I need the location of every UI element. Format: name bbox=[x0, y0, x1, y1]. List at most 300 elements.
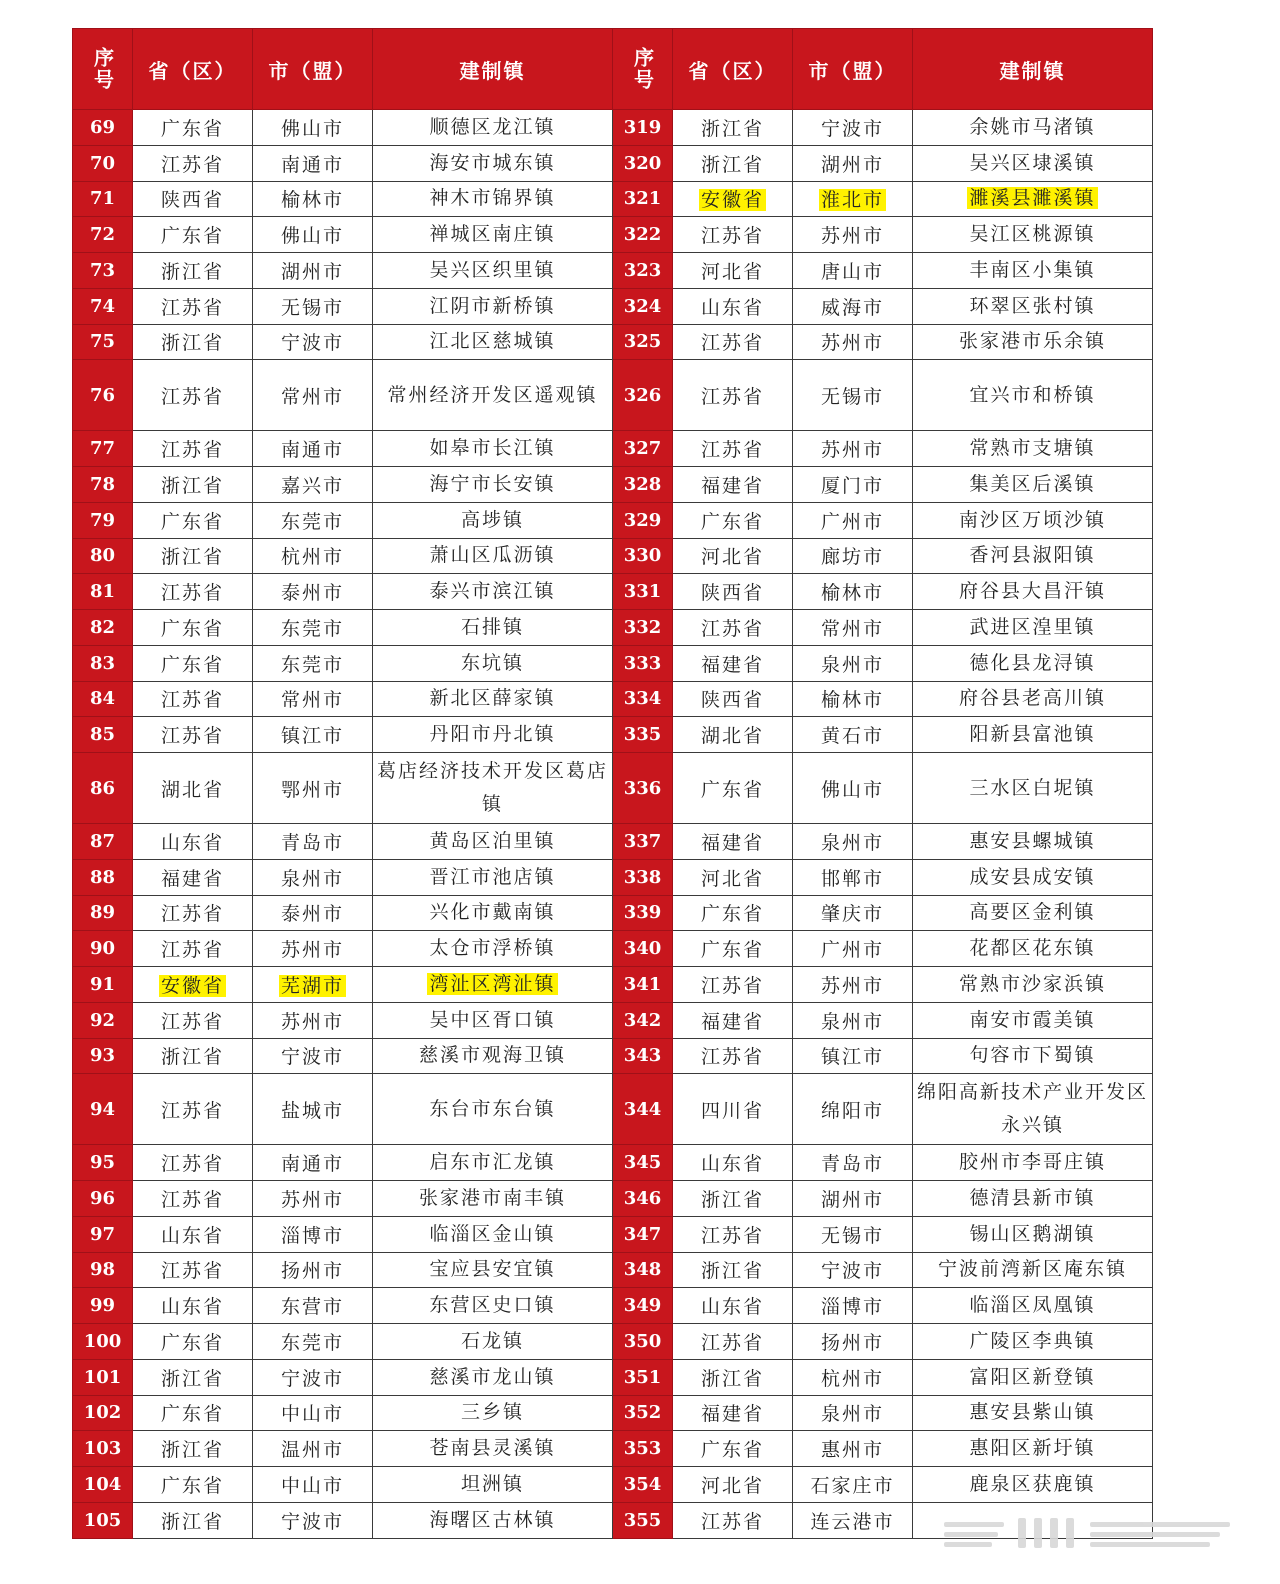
town-list-table bbox=[72, 28, 1153, 1539]
cell-city-right: 苏州市 bbox=[793, 324, 913, 360]
cell-no-right: 324 bbox=[613, 288, 673, 324]
cell-city-right bbox=[793, 181, 913, 217]
cell-no-right: 338 bbox=[613, 859, 673, 895]
cell-town-left: 兴化市戴南镇 bbox=[373, 895, 613, 931]
table-row bbox=[73, 1074, 1153, 1145]
cell-town-right: 绵阳高新技术产业开发区永兴镇 bbox=[913, 1074, 1153, 1145]
cell-province-right: 湖北省 bbox=[673, 717, 793, 753]
cell-no-right: 336 bbox=[613, 753, 673, 824]
cell-city-right: 绵阳市 bbox=[793, 1074, 913, 1145]
cell-province-left: 浙江省 bbox=[133, 1502, 253, 1538]
table-row bbox=[73, 1181, 1153, 1217]
cell-town-right: 常熟市支塘镇 bbox=[913, 431, 1153, 467]
cell-province-right: 江苏省 bbox=[673, 1502, 793, 1538]
table-row bbox=[73, 1395, 1153, 1431]
cell-province-right: 江苏省 bbox=[673, 967, 793, 1003]
cell-town-right: 富阳区新登镇 bbox=[913, 1359, 1153, 1395]
cell-town-left: 江北区慈城镇 bbox=[373, 324, 613, 360]
cell-city-right: 淄博市 bbox=[793, 1288, 913, 1324]
cell-city-left bbox=[253, 967, 373, 1003]
table-row bbox=[73, 253, 1153, 289]
cell-province-left: 山东省 bbox=[133, 1216, 253, 1252]
cell-town-left: 江阴市新桥镇 bbox=[373, 288, 613, 324]
cell-province-left: 江苏省 bbox=[133, 431, 253, 467]
cell-no-right: 323 bbox=[613, 253, 673, 289]
cell-no-right: 330 bbox=[613, 538, 673, 574]
cell-no-right: 351 bbox=[613, 1359, 673, 1395]
cell-no-right: 332 bbox=[613, 610, 673, 646]
cell-town-left: 海宁市长安镇 bbox=[373, 467, 613, 503]
table-row bbox=[73, 1216, 1153, 1252]
cell-city-left: 湖州市 bbox=[253, 253, 373, 289]
cell-town-left: 萧山区瓜沥镇 bbox=[373, 538, 613, 574]
table-row bbox=[73, 859, 1153, 895]
cell-city-left: 东莞市 bbox=[253, 502, 373, 538]
table-row bbox=[73, 538, 1153, 574]
cell-city-right: 无锡市 bbox=[793, 360, 913, 431]
cell-city-right: 湖州市 bbox=[793, 145, 913, 181]
cell-province-right: 江苏省 bbox=[673, 360, 793, 431]
table-row bbox=[73, 145, 1153, 181]
cell-province-left: 浙江省 bbox=[133, 324, 253, 360]
cell-town-left: 丹阳市丹北镇 bbox=[373, 717, 613, 753]
cell-city-left: 无锡市 bbox=[253, 288, 373, 324]
cell-province-left: 江苏省 bbox=[133, 931, 253, 967]
cell-no-right: 319 bbox=[613, 110, 673, 146]
cell-town-left: 苍南县灵溪镇 bbox=[373, 1431, 613, 1467]
cell-no-left: 96 bbox=[73, 1181, 133, 1217]
cell-province-left: 江苏省 bbox=[133, 1145, 253, 1181]
cell-no-right: 335 bbox=[613, 717, 673, 753]
cell-province-right: 浙江省 bbox=[673, 1252, 793, 1288]
cell-city-left: 常州市 bbox=[253, 681, 373, 717]
cell-no-left: 82 bbox=[73, 610, 133, 646]
cell-no-right: 346 bbox=[613, 1181, 673, 1217]
cell-city-left: 宁波市 bbox=[253, 1038, 373, 1074]
cell-city-left: 苏州市 bbox=[253, 1181, 373, 1217]
cell-city-right: 连云港市 bbox=[793, 1502, 913, 1538]
cell-no-left: 92 bbox=[73, 1002, 133, 1038]
cell-no-left: 102 bbox=[73, 1395, 133, 1431]
cell-province-left: 山东省 bbox=[133, 824, 253, 860]
cell-no-left: 76 bbox=[73, 360, 133, 431]
table-header-row bbox=[73, 29, 1153, 110]
cell-province-right: 福建省 bbox=[673, 824, 793, 860]
cell-no-right: 354 bbox=[613, 1467, 673, 1503]
cell-city-left: 泉州市 bbox=[253, 859, 373, 895]
cell-no-left: 103 bbox=[73, 1431, 133, 1467]
table-row bbox=[73, 610, 1153, 646]
cell-no-right: 352 bbox=[613, 1395, 673, 1431]
cell-province-left: 山东省 bbox=[133, 1288, 253, 1324]
cell-city-left: 宁波市 bbox=[253, 1359, 373, 1395]
cell-town-left: 海安市城东镇 bbox=[373, 145, 613, 181]
cell-province-right: 四川省 bbox=[673, 1074, 793, 1145]
cell-no-left: 78 bbox=[73, 467, 133, 503]
cell-province-right: 浙江省 bbox=[673, 1359, 793, 1395]
cell-city-right: 宁波市 bbox=[793, 110, 913, 146]
cell-province-right: 山东省 bbox=[673, 288, 793, 324]
table-row bbox=[73, 1467, 1153, 1503]
header-seq-right: 序号 bbox=[613, 29, 673, 110]
cell-city-right: 广州市 bbox=[793, 502, 913, 538]
cell-no-left: 99 bbox=[73, 1288, 133, 1324]
table-row bbox=[73, 467, 1153, 503]
table-row bbox=[73, 1324, 1153, 1360]
header-town-right: 建制镇 bbox=[913, 29, 1153, 110]
cell-town-left: 宝应县安宜镇 bbox=[373, 1252, 613, 1288]
cell-no-left: 79 bbox=[73, 502, 133, 538]
cell-province-right: 福建省 bbox=[673, 467, 793, 503]
cell-no-right: 344 bbox=[613, 1074, 673, 1145]
cell-town-right: 德清县新市镇 bbox=[913, 1181, 1153, 1217]
cell-town-right: 余姚市马渚镇 bbox=[913, 110, 1153, 146]
cell-town-left bbox=[373, 967, 613, 1003]
table-row bbox=[73, 360, 1153, 431]
cell-province-right: 广东省 bbox=[673, 1431, 793, 1467]
cell-city-left: 南通市 bbox=[253, 431, 373, 467]
highlighted-text: 湾沚区湾沚镇 bbox=[429, 972, 556, 995]
cell-province-left: 广东省 bbox=[133, 502, 253, 538]
table-row bbox=[73, 967, 1153, 1003]
cell-city-right: 唐山市 bbox=[793, 253, 913, 289]
cell-province-right: 福建省 bbox=[673, 1395, 793, 1431]
cell-town-left: 常州经济开发区遥观镇 bbox=[373, 360, 613, 431]
cell-town-right: 南安市霞美镇 bbox=[913, 1002, 1153, 1038]
cell-town-right: 南沙区万顷沙镇 bbox=[913, 502, 1153, 538]
cell-town-right: 宜兴市和桥镇 bbox=[913, 360, 1153, 431]
cell-province-left: 江苏省 bbox=[133, 895, 253, 931]
cell-city-right: 泉州市 bbox=[793, 645, 913, 681]
cell-town-right: 惠安县紫山镇 bbox=[913, 1395, 1153, 1431]
cell-town-left: 张家港市南丰镇 bbox=[373, 1181, 613, 1217]
cell-town-left: 晋江市池店镇 bbox=[373, 859, 613, 895]
cell-province-right: 山东省 bbox=[673, 1145, 793, 1181]
cell-city-right: 苏州市 bbox=[793, 967, 913, 1003]
cell-town-right: 阳新县富池镇 bbox=[913, 717, 1153, 753]
cell-city-left: 泰州市 bbox=[253, 895, 373, 931]
cell-no-left: 83 bbox=[73, 645, 133, 681]
cell-town-left: 石龙镇 bbox=[373, 1324, 613, 1360]
header-seq-left: 序号 bbox=[73, 29, 133, 110]
cell-province-left: 江苏省 bbox=[133, 717, 253, 753]
cell-province-left: 广东省 bbox=[133, 1324, 253, 1360]
cell-province-right: 河北省 bbox=[673, 538, 793, 574]
table-row bbox=[73, 1002, 1153, 1038]
cell-province-right: 江苏省 bbox=[673, 610, 793, 646]
header-province-right: 省（区） bbox=[673, 29, 793, 110]
cell-no-right: 350 bbox=[613, 1324, 673, 1360]
table-row bbox=[73, 717, 1153, 753]
cell-city-right: 宁波市 bbox=[793, 1252, 913, 1288]
cell-city-left: 泰州市 bbox=[253, 574, 373, 610]
cell-no-right: 337 bbox=[613, 824, 673, 860]
cell-town-right: 常熟市沙家浜镇 bbox=[913, 967, 1153, 1003]
cell-city-left: 苏州市 bbox=[253, 1002, 373, 1038]
cell-city-right: 扬州市 bbox=[793, 1324, 913, 1360]
cell-province-right: 广东省 bbox=[673, 931, 793, 967]
cell-city-left: 嘉兴市 bbox=[253, 467, 373, 503]
cell-town-left: 顺德区龙江镇 bbox=[373, 110, 613, 146]
cell-no-right: 322 bbox=[613, 217, 673, 253]
cell-city-right: 威海市 bbox=[793, 288, 913, 324]
highlighted-text: 芜湖市 bbox=[280, 974, 344, 997]
cell-town-left: 吴中区胥口镇 bbox=[373, 1002, 613, 1038]
cell-town-left: 太仓市浮桥镇 bbox=[373, 931, 613, 967]
cell-town-left: 慈溪市观海卫镇 bbox=[373, 1038, 613, 1074]
cell-town-right bbox=[913, 181, 1153, 217]
cell-city-right: 无锡市 bbox=[793, 1216, 913, 1252]
table-row bbox=[73, 431, 1153, 467]
cell-province-right: 江苏省 bbox=[673, 1038, 793, 1074]
cell-town-right: 德化县龙浔镇 bbox=[913, 645, 1153, 681]
cell-town-left: 泰兴市滨江镇 bbox=[373, 574, 613, 610]
cell-town-left: 葛店经济技术开发区葛店镇 bbox=[373, 753, 613, 824]
cell-province-right: 陕西省 bbox=[673, 681, 793, 717]
cell-no-right: 339 bbox=[613, 895, 673, 931]
cell-town-left: 启东市汇龙镇 bbox=[373, 1145, 613, 1181]
highlighted-text: 安徽省 bbox=[700, 189, 764, 212]
cell-city-left: 宁波市 bbox=[253, 1502, 373, 1538]
cell-province-left: 广东省 bbox=[133, 610, 253, 646]
cell-province-right: 广东省 bbox=[673, 502, 793, 538]
cell-province-right: 江苏省 bbox=[673, 217, 793, 253]
cell-town-right: 惠阳区新圩镇 bbox=[913, 1431, 1153, 1467]
cell-no-left: 94 bbox=[73, 1074, 133, 1145]
cell-province-left: 广东省 bbox=[133, 110, 253, 146]
header-city-right: 市（盟） bbox=[793, 29, 913, 110]
cell-city-right: 泉州市 bbox=[793, 824, 913, 860]
table-row bbox=[73, 1431, 1153, 1467]
cell-city-right: 广州市 bbox=[793, 931, 913, 967]
cell-city-left: 常州市 bbox=[253, 360, 373, 431]
cell-province-right: 广东省 bbox=[673, 895, 793, 931]
cell-town-left: 海曙区古林镇 bbox=[373, 1502, 613, 1538]
cell-no-left: 77 bbox=[73, 431, 133, 467]
cell-province-left: 陕西省 bbox=[133, 181, 253, 217]
cell-no-left: 70 bbox=[73, 145, 133, 181]
cell-city-right: 榆林市 bbox=[793, 681, 913, 717]
cell-no-left: 73 bbox=[73, 253, 133, 289]
cell-town-right: 张家港市乐余镇 bbox=[913, 324, 1153, 360]
cell-town-right: 花都区花东镇 bbox=[913, 931, 1153, 967]
cell-no-right: 349 bbox=[613, 1288, 673, 1324]
cell-town-right: 句容市下蜀镇 bbox=[913, 1038, 1153, 1074]
cell-city-left: 镇江市 bbox=[253, 717, 373, 753]
cell-no-left: 95 bbox=[73, 1145, 133, 1181]
highlighted-text: 淮北市 bbox=[820, 189, 884, 212]
cell-town-right: 胶州市李哥庄镇 bbox=[913, 1145, 1153, 1181]
cell-city-right: 苏州市 bbox=[793, 217, 913, 253]
cell-city-left: 佛山市 bbox=[253, 217, 373, 253]
cell-town-left: 石排镇 bbox=[373, 610, 613, 646]
cell-province-left: 浙江省 bbox=[133, 1359, 253, 1395]
cell-city-left: 青岛市 bbox=[253, 824, 373, 860]
cell-no-left: 98 bbox=[73, 1252, 133, 1288]
cell-town-right: 锡山区鹅湖镇 bbox=[913, 1216, 1153, 1252]
header-province-left: 省（区） bbox=[133, 29, 253, 110]
cell-no-left: 88 bbox=[73, 859, 133, 895]
cell-province-left: 江苏省 bbox=[133, 681, 253, 717]
cell-city-left: 鄂州市 bbox=[253, 753, 373, 824]
cell-no-left: 87 bbox=[73, 824, 133, 860]
cell-city-left: 佛山市 bbox=[253, 110, 373, 146]
cell-province-right: 河北省 bbox=[673, 859, 793, 895]
cell-no-right: 333 bbox=[613, 645, 673, 681]
cell-no-right: 327 bbox=[613, 431, 673, 467]
cell-no-right: 345 bbox=[613, 1145, 673, 1181]
cell-province-left: 江苏省 bbox=[133, 145, 253, 181]
cell-no-left: 81 bbox=[73, 574, 133, 610]
cell-no-left: 93 bbox=[73, 1038, 133, 1074]
cell-province-left: 江苏省 bbox=[133, 1181, 253, 1217]
table-row bbox=[73, 574, 1153, 610]
cell-no-right: 342 bbox=[613, 1002, 673, 1038]
table-row bbox=[73, 1252, 1153, 1288]
cell-no-right: 340 bbox=[613, 931, 673, 967]
cell-city-right: 泉州市 bbox=[793, 1002, 913, 1038]
cell-no-left: 84 bbox=[73, 681, 133, 717]
cell-province-left: 浙江省 bbox=[133, 1038, 253, 1074]
table-row bbox=[73, 645, 1153, 681]
cell-city-left: 盐城市 bbox=[253, 1074, 373, 1145]
cell-city-right: 石家庄市 bbox=[793, 1467, 913, 1503]
cell-no-right: 355 bbox=[613, 1502, 673, 1538]
cell-province-right: 江苏省 bbox=[673, 1216, 793, 1252]
cell-no-left: 69 bbox=[73, 110, 133, 146]
cell-province-right: 江苏省 bbox=[673, 431, 793, 467]
cell-no-left: 75 bbox=[73, 324, 133, 360]
cell-province-left: 广东省 bbox=[133, 1395, 253, 1431]
cell-city-right: 苏州市 bbox=[793, 431, 913, 467]
cell-city-left: 宁波市 bbox=[253, 324, 373, 360]
cell-town-left: 东坑镇 bbox=[373, 645, 613, 681]
watermark-logo-icon bbox=[940, 1512, 1240, 1552]
cell-no-right: 353 bbox=[613, 1431, 673, 1467]
cell-town-left: 慈溪市龙山镇 bbox=[373, 1359, 613, 1395]
highlighted-text: 安徽省 bbox=[160, 974, 224, 997]
table-body bbox=[73, 110, 1153, 1539]
cell-city-right: 青岛市 bbox=[793, 1145, 913, 1181]
cell-no-left: 101 bbox=[73, 1359, 133, 1395]
cell-province-left: 湖北省 bbox=[133, 753, 253, 824]
cell-town-right: 临淄区凤凰镇 bbox=[913, 1288, 1153, 1324]
cell-city-left: 榆林市 bbox=[253, 181, 373, 217]
cell-city-left: 苏州市 bbox=[253, 931, 373, 967]
cell-town-left: 三乡镇 bbox=[373, 1395, 613, 1431]
cell-town-right: 丰南区小集镇 bbox=[913, 253, 1153, 289]
cell-no-left: 105 bbox=[73, 1502, 133, 1538]
cell-city-left: 南通市 bbox=[253, 145, 373, 181]
cell-town-left: 新北区薛家镇 bbox=[373, 681, 613, 717]
cell-city-right: 湖州市 bbox=[793, 1181, 913, 1217]
table-row bbox=[73, 1359, 1153, 1395]
cell-province-right: 河北省 bbox=[673, 253, 793, 289]
cell-city-right: 惠州市 bbox=[793, 1431, 913, 1467]
cell-city-right: 佛山市 bbox=[793, 753, 913, 824]
table-row bbox=[73, 895, 1153, 931]
cell-town-left: 高埗镇 bbox=[373, 502, 613, 538]
cell-no-right: 334 bbox=[613, 681, 673, 717]
cell-province-right: 河北省 bbox=[673, 1467, 793, 1503]
cell-no-left: 97 bbox=[73, 1216, 133, 1252]
cell-city-left: 扬州市 bbox=[253, 1252, 373, 1288]
cell-no-left: 90 bbox=[73, 931, 133, 967]
cell-town-right: 宁波前湾新区庵东镇 bbox=[913, 1252, 1153, 1288]
cell-town-left: 黄岛区泊里镇 bbox=[373, 824, 613, 860]
cell-city-right: 镇江市 bbox=[793, 1038, 913, 1074]
cell-town-right: 环翠区张村镇 bbox=[913, 288, 1153, 324]
cell-city-right: 肇庆市 bbox=[793, 895, 913, 931]
cell-city-right: 廊坊市 bbox=[793, 538, 913, 574]
table-row bbox=[73, 1145, 1153, 1181]
table-row bbox=[73, 681, 1153, 717]
cell-province-left: 广东省 bbox=[133, 645, 253, 681]
cell-city-left: 东莞市 bbox=[253, 1324, 373, 1360]
cell-province-left: 浙江省 bbox=[133, 1431, 253, 1467]
cell-city-right: 邯郸市 bbox=[793, 859, 913, 895]
cell-town-left: 东台市东台镇 bbox=[373, 1074, 613, 1145]
cell-province-right: 山东省 bbox=[673, 1288, 793, 1324]
cell-town-right: 成安县成安镇 bbox=[913, 859, 1153, 895]
table-row bbox=[73, 502, 1153, 538]
cell-province-left: 福建省 bbox=[133, 859, 253, 895]
cell-town-right: 三水区白坭镇 bbox=[913, 753, 1153, 824]
cell-town-right: 府谷县老高川镇 bbox=[913, 681, 1153, 717]
table-row bbox=[73, 1038, 1153, 1074]
cell-no-right: 325 bbox=[613, 324, 673, 360]
cell-city-left: 南通市 bbox=[253, 1145, 373, 1181]
cell-province-right: 浙江省 bbox=[673, 145, 793, 181]
cell-no-left: 74 bbox=[73, 288, 133, 324]
table-row bbox=[73, 217, 1153, 253]
cell-no-right: 343 bbox=[613, 1038, 673, 1074]
cell-city-left: 东莞市 bbox=[253, 645, 373, 681]
cell-town-right: 广陵区李典镇 bbox=[913, 1324, 1153, 1360]
cell-province-right: 浙江省 bbox=[673, 110, 793, 146]
cell-province-right: 广东省 bbox=[673, 753, 793, 824]
cell-city-right: 杭州市 bbox=[793, 1359, 913, 1395]
cell-province-right: 福建省 bbox=[673, 645, 793, 681]
table-row bbox=[73, 1288, 1153, 1324]
cell-province-left: 广东省 bbox=[133, 217, 253, 253]
cell-province-left: 浙江省 bbox=[133, 538, 253, 574]
cell-province-left: 江苏省 bbox=[133, 1252, 253, 1288]
cell-town-right: 武进区湟里镇 bbox=[913, 610, 1153, 646]
cell-city-right: 厦门市 bbox=[793, 467, 913, 503]
table-row bbox=[73, 288, 1153, 324]
cell-city-left: 东营市 bbox=[253, 1288, 373, 1324]
cell-province-left: 江苏省 bbox=[133, 1002, 253, 1038]
cell-city-right: 榆林市 bbox=[793, 574, 913, 610]
table-row bbox=[73, 324, 1153, 360]
cell-no-right: 341 bbox=[613, 967, 673, 1003]
cell-town-left: 禅城区南庄镇 bbox=[373, 217, 613, 253]
cell-town-right: 惠安县螺城镇 bbox=[913, 824, 1153, 860]
cell-town-right: 府谷县大昌汗镇 bbox=[913, 574, 1153, 610]
cell-town-right: 高要区金利镇 bbox=[913, 895, 1153, 931]
cell-no-left: 100 bbox=[73, 1324, 133, 1360]
cell-no-right: 320 bbox=[613, 145, 673, 181]
cell-no-right: 348 bbox=[613, 1252, 673, 1288]
table-row bbox=[73, 110, 1153, 146]
cell-province-right: 江苏省 bbox=[673, 324, 793, 360]
header-city-left: 市（盟） bbox=[253, 29, 373, 110]
cell-no-right: 329 bbox=[613, 502, 673, 538]
cell-no-left: 71 bbox=[73, 181, 133, 217]
table-row bbox=[73, 753, 1153, 824]
header-town-left: 建制镇 bbox=[373, 29, 613, 110]
